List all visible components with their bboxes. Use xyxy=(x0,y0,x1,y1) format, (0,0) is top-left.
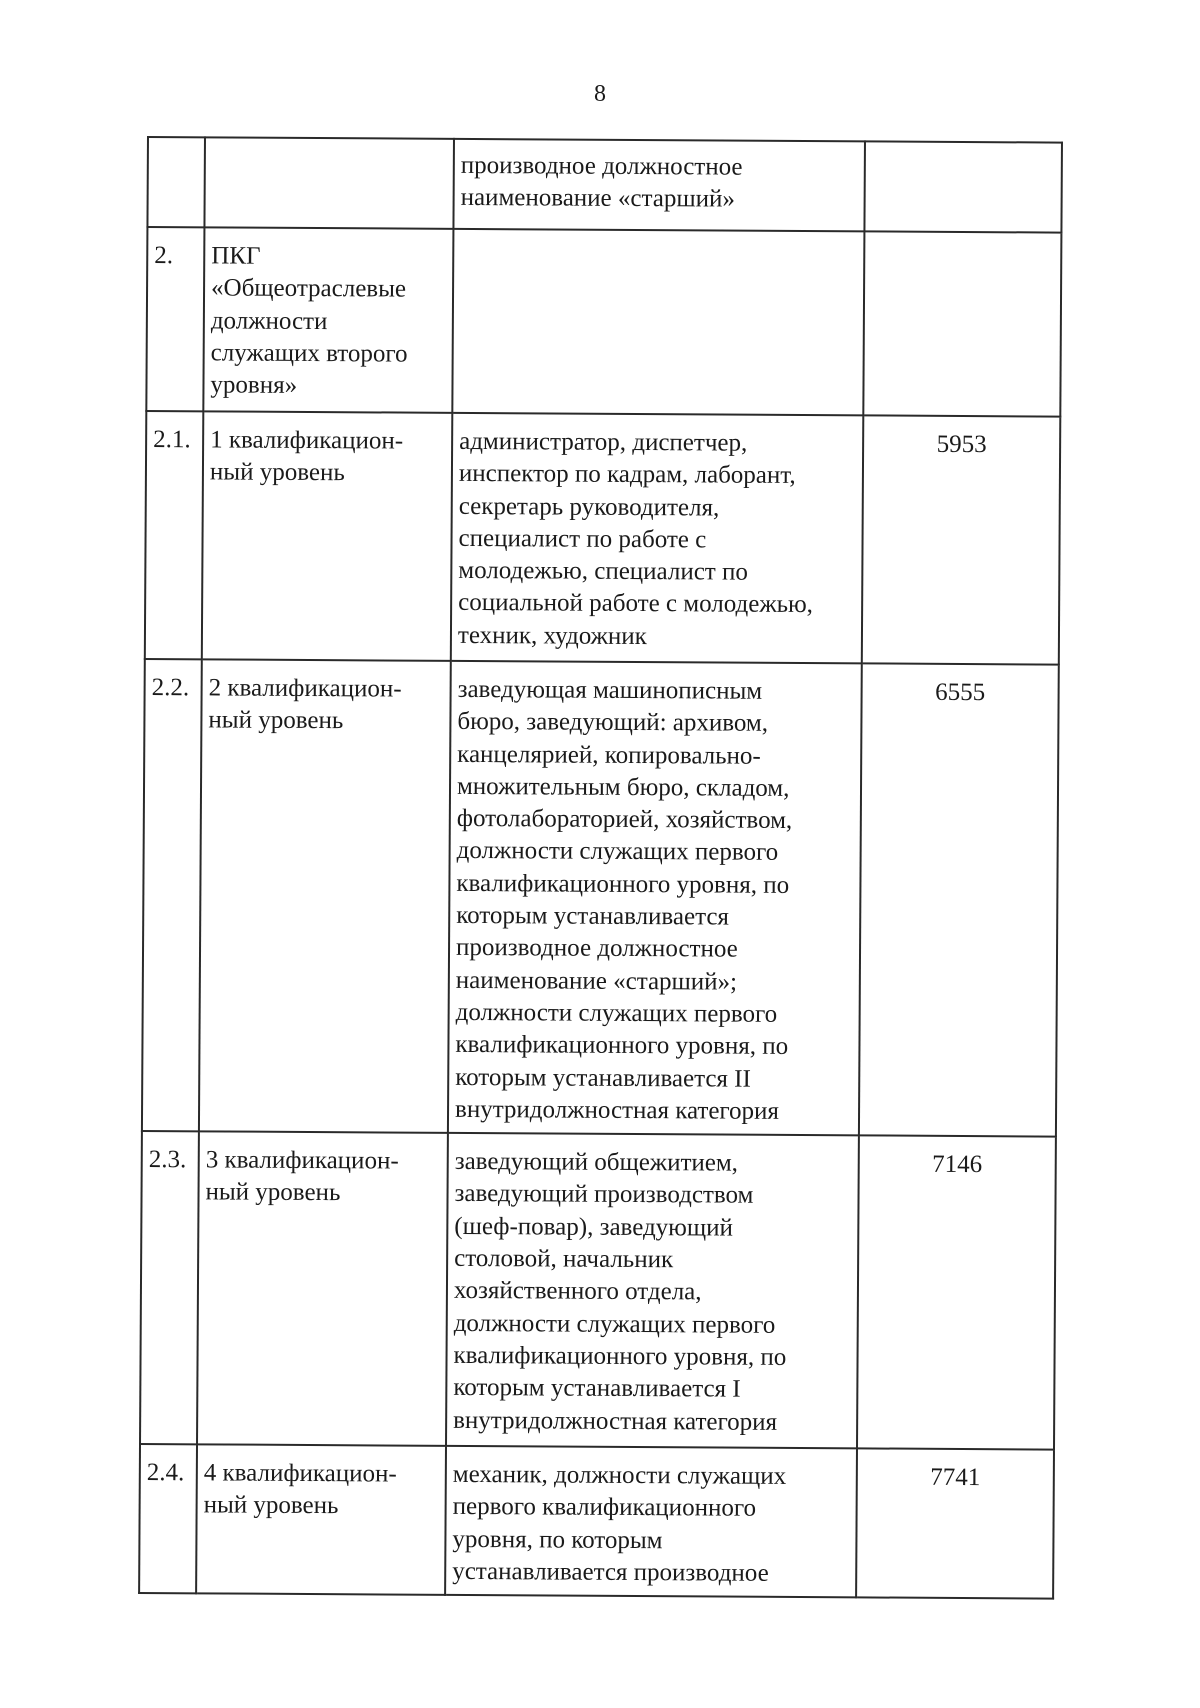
positions-cell xyxy=(446,1133,859,1449)
group-name-cell xyxy=(199,659,451,1133)
positions-cell xyxy=(445,1446,857,1598)
group-name: ПКГ «Общеотраслевые должности служащих второго уровня» xyxy=(210,242,408,400)
group-name-cell xyxy=(204,137,454,229)
positions-cell xyxy=(448,661,862,1136)
positions-cell xyxy=(451,413,864,664)
table-row xyxy=(147,137,1062,233)
positions-text: производное должностное наименование «старший» xyxy=(460,151,743,213)
table-row xyxy=(142,659,1059,1137)
row-number: 2.3. xyxy=(148,1146,187,1174)
group-name: 2 квалификацион- ный уровень xyxy=(208,674,402,735)
salary-value: 7741 xyxy=(930,1463,981,1492)
table-row xyxy=(145,411,1060,665)
group-name-cell xyxy=(196,1444,446,1595)
row-number-cell xyxy=(142,659,202,1131)
row-number: 2.1. xyxy=(153,426,191,454)
salary-cell xyxy=(856,1449,1054,1599)
positions-text: заведующая машинописным бюро, заведующий: архивом, канцелярией, копировально- множительным бюро, складом, фотолабораторией, хозяйством, должности служащих первого квалификационного уровня, по которым устанавливается производное должностное наименование «старший»; должности служащих первого квалификационного уровня, по которым устанавливается II внутридолжностная категория xyxy=(454,675,793,1125)
salary-cell xyxy=(857,1136,1056,1450)
group-name-cell xyxy=(203,227,453,413)
row-number-cell xyxy=(140,1131,199,1444)
row-number: 2.4. xyxy=(146,1459,185,1487)
positions-text: механик, должности служащих первого квалификационного уровня, по которым устанавливается производное xyxy=(452,1461,787,1587)
page-number: 8 xyxy=(594,81,606,107)
group-name: 3 квалификацион- ный уровень xyxy=(205,1146,399,1207)
salary-cell xyxy=(864,141,1062,232)
group-name-cell xyxy=(197,1131,448,1446)
positions-cell xyxy=(453,139,865,232)
row-number-cell xyxy=(145,411,204,659)
row-number: 2.2. xyxy=(151,674,190,702)
table-row xyxy=(139,1444,1054,1599)
positions-cell xyxy=(452,229,864,416)
table-row xyxy=(146,227,1061,417)
salary-cell xyxy=(863,231,1061,416)
salary-table xyxy=(138,136,1063,1600)
row-number-cell xyxy=(147,137,205,227)
row-number-cell xyxy=(139,1444,197,1594)
table-row xyxy=(140,1131,1056,1450)
salary-value: 6555 xyxy=(935,678,986,707)
row-number-cell xyxy=(146,227,204,411)
group-name-cell xyxy=(202,411,453,661)
group-name: 1 квалификацион- ный уровень xyxy=(209,426,404,487)
salary-value: 5953 xyxy=(936,430,987,459)
salary-value: 7146 xyxy=(932,1150,983,1179)
salary-cell xyxy=(862,415,1061,664)
row-number: 2. xyxy=(154,242,174,270)
salary-cell xyxy=(859,663,1059,1136)
positions-text: заведующий общежитием, заведующий производством (шеф-повар), заведующий столовой, начальник хозяйственного отдела, должности служащих первого квалификационного уровня, по которым устанавливается I внутридолжностная категория xyxy=(453,1148,787,1436)
positions-text: администратор, диспетчер, инспектор по кадрам, лаборант, секретарь руководителя, специалист по работе с молодежью, специалист по социальной работе с молодежью, техник, художник xyxy=(457,427,814,650)
group-name: 4 квалификацион- ный уровень xyxy=(203,1459,397,1520)
